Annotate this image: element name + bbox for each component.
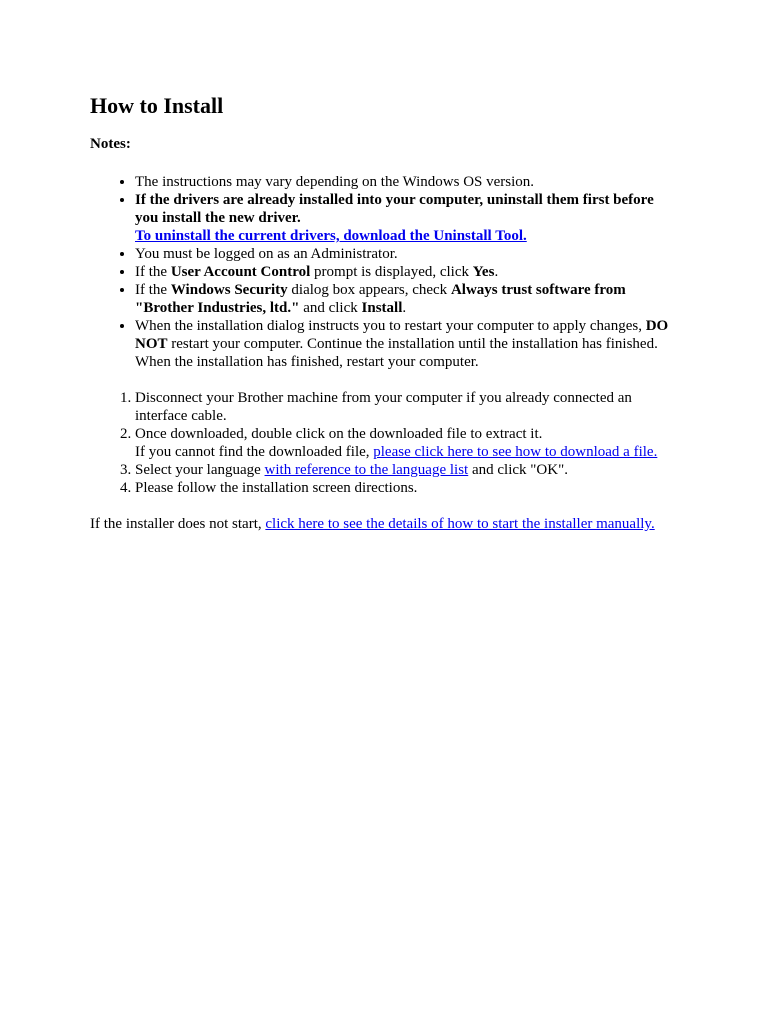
- step-text: Once downloaded, double click on the downloaded file to extract it.: [135, 426, 543, 442]
- step-text: Disconnect your Brother machine from your computer if you already connected an interface cable.: [135, 390, 632, 424]
- notes-list: [90, 173, 678, 371]
- note-emphasis: DO NOT: [135, 318, 669, 352]
- footer-text: If the installer does not start,: [90, 516, 266, 532]
- step-text: Select your language: [135, 462, 265, 478]
- note-emphasis: Always trust software from "Brother Industries, ltd.": [135, 282, 626, 316]
- steps-list: [90, 389, 678, 497]
- language-list-link[interactable]: with reference to the language list: [264, 462, 469, 478]
- step-item: [135, 461, 678, 479]
- footer-note: [90, 515, 678, 533]
- list-item: [135, 191, 678, 245]
- note-emphasis: Yes: [472, 264, 495, 280]
- list-item: [135, 263, 678, 281]
- step-text: and click "OK".: [468, 462, 568, 478]
- note-text: restart your computer. Continue the installation until the installation has finished.: [167, 336, 658, 352]
- manual-start-link[interactable]: click here to see the details of how to start the installer manually.: [265, 516, 655, 532]
- notes-label: Notes:: [90, 136, 131, 152]
- note-text: You must be logged on as an Administrator.: [135, 246, 398, 262]
- note-text: If the: [135, 282, 171, 298]
- note-emphasis: Windows Security: [170, 282, 288, 298]
- download-help-link[interactable]: please click here to see how to download a file.: [373, 444, 658, 460]
- uninstall-tool-link[interactable]: To uninstall the current drivers, download the Uninstall Tool.: [135, 228, 527, 244]
- page-title: How to Install: [90, 93, 224, 118]
- list-item: [135, 173, 678, 191]
- note-text: .: [402, 300, 407, 316]
- step-item: [135, 425, 678, 461]
- note-text: When the installation has finished, restart your computer.: [135, 354, 479, 370]
- note-text: The instructions may vary depending on the Windows OS version.: [135, 174, 535, 190]
- note-warning-text: If the drivers are already installed into your computer, uninstall them first before you install the new driver.: [135, 192, 654, 226]
- step-item: [135, 389, 678, 425]
- step-item: [135, 479, 678, 497]
- note-text: dialog box appears, check: [287, 282, 451, 298]
- note-text: .: [494, 264, 499, 280]
- note-emphasis: User Account Control: [170, 264, 311, 280]
- note-emphasis: Install: [361, 300, 403, 316]
- note-text: prompt is displayed, click: [310, 264, 473, 280]
- step-text: If you cannot find the downloaded file,: [135, 444, 374, 460]
- list-item: [135, 317, 678, 371]
- note-text: and click: [299, 300, 362, 316]
- note-text: When the installation dialog instructs you to restart your computer to apply changes,: [135, 318, 646, 334]
- list-item: [135, 281, 678, 317]
- note-text: If the: [135, 264, 171, 280]
- list-item: [135, 245, 678, 263]
- step-text: Please follow the installation screen directions.: [135, 480, 418, 496]
